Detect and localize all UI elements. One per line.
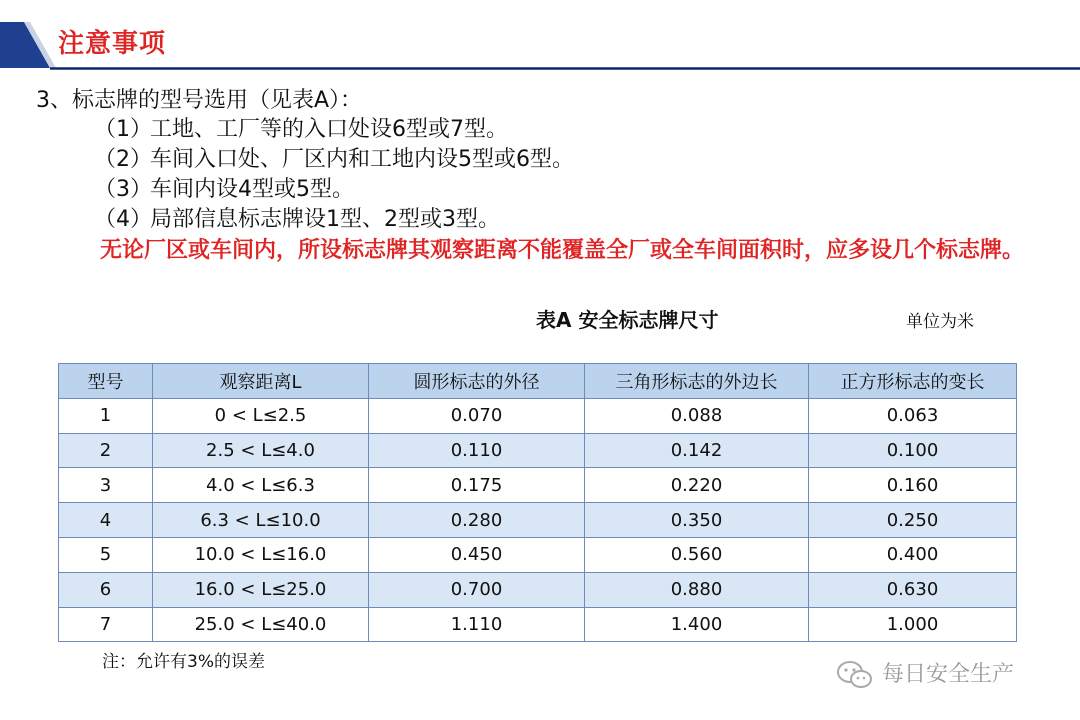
table-cell: 0.400	[809, 537, 1017, 572]
table-cell: 0.110	[369, 433, 585, 468]
table-cell: 0.175	[369, 468, 585, 503]
header-cell-circle-diameter: 圆形标志的外径	[369, 364, 585, 399]
table-title: 表A 安全标志牌尺寸	[536, 308, 719, 332]
table-cell: 0.220	[585, 468, 809, 503]
table-row	[59, 572, 1017, 607]
list-item	[94, 175, 574, 205]
table-cell: 0.880	[585, 572, 809, 607]
list-item-text: 车间入口处、厂区内和工地内设5型或6型。	[150, 147, 574, 172]
table-cell: 16.0 < L≤25.0	[153, 572, 369, 607]
list-item-text: 局部信息标志牌设1型、2型或3型。	[150, 207, 500, 232]
section-intro: 3、标志牌的型号选用（见表A）：	[36, 88, 363, 113]
table-cell: 4.0 < L≤6.3	[153, 468, 369, 503]
table-cell: 0.070	[369, 398, 585, 433]
table-cell: 5	[59, 537, 153, 572]
header-cell-distance: 观察距离L	[153, 364, 369, 399]
table-cell: 6	[59, 572, 153, 607]
table-row	[59, 503, 1017, 538]
table-cell: 0.088	[585, 398, 809, 433]
list-item	[94, 205, 574, 235]
table-cell: 0.350	[585, 503, 809, 538]
table-cell: 3	[59, 468, 153, 503]
selection-rules-list	[94, 115, 574, 235]
list-item-text: 工地、工厂等的入口处设6型或7型。	[150, 117, 508, 142]
table-cell: 0.700	[369, 572, 585, 607]
table-cell: 1.400	[585, 607, 809, 642]
table-cell: 0 < L≤2.5	[153, 398, 369, 433]
table-cell: 6.3 < L≤10.0	[153, 503, 369, 538]
page-title: 注意事项	[58, 29, 167, 59]
list-item-number: （3）	[94, 177, 152, 202]
table-cell: 0.142	[585, 433, 809, 468]
table-cell: 1.110	[369, 607, 585, 642]
table-unit: 单位为米	[906, 312, 974, 332]
header-cell-square-side: 正方形标志的变长	[809, 364, 1017, 399]
table-row	[59, 537, 1017, 572]
table-cell: 10.0 < L≤16.0	[153, 537, 369, 572]
table-cell: 0.280	[369, 503, 585, 538]
sign-size-table	[58, 363, 1017, 642]
table-cell: 4	[59, 503, 153, 538]
list-item-number: （4）	[94, 207, 152, 232]
slide-header	[0, 0, 1080, 80]
header-cell-model: 型号	[59, 364, 153, 399]
table-note: 注：允许有3%的误差	[102, 652, 265, 672]
table-header-row	[59, 364, 1017, 399]
list-item-number: （2）	[94, 147, 152, 172]
watermark-text: 每日安全生产	[882, 662, 1015, 687]
table-cell: 0.630	[809, 572, 1017, 607]
table-row	[59, 398, 1017, 433]
list-item-number: （1）	[94, 117, 152, 142]
table-cell: 0.250	[809, 503, 1017, 538]
table-cell: 0.450	[369, 537, 585, 572]
watermark	[836, 658, 1014, 692]
table-cell: 1	[59, 398, 153, 433]
list-item	[94, 145, 574, 175]
warning-text: 无论厂区或车间内，所设标志牌其观察距离不能覆盖全厂或全车间面积时，应多设几个标志牌。	[100, 238, 1025, 263]
list-item	[94, 115, 574, 145]
table-cell: 2.5 < L≤4.0	[153, 433, 369, 468]
table-cell: 0.160	[809, 468, 1017, 503]
wechat-icon	[836, 659, 874, 691]
table-row	[59, 607, 1017, 642]
table-row	[59, 433, 1017, 468]
table-cell: 0.063	[809, 398, 1017, 433]
table-cell: 1.000	[809, 607, 1017, 642]
header-cell-triangle-side: 三角形标志的外边长	[585, 364, 809, 399]
table-cell: 2	[59, 433, 153, 468]
table-cell: 25.0 < L≤40.0	[153, 607, 369, 642]
table-cell: 7	[59, 607, 153, 642]
table-cell: 0.100	[809, 433, 1017, 468]
table-row	[59, 468, 1017, 503]
table-cell: 0.560	[585, 537, 809, 572]
list-item-text: 车间内设4型或5型。	[150, 177, 354, 202]
